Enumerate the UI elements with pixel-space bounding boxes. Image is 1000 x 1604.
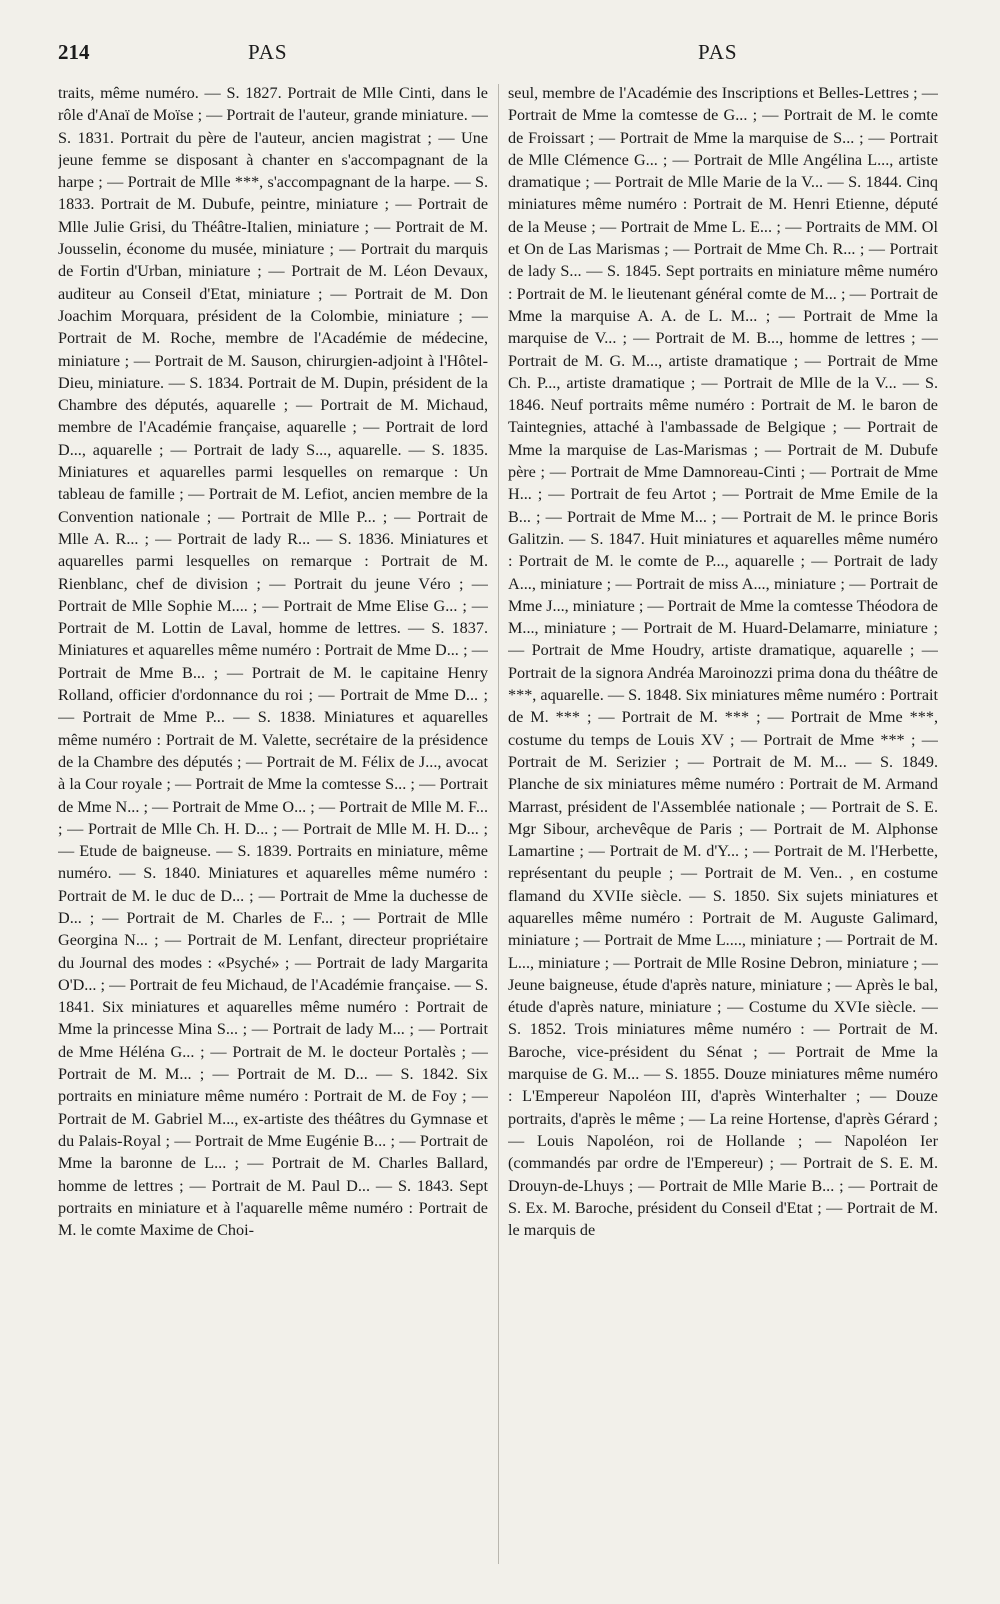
left-column-text: traits, même numéro. — S. 1827. Portrait de Mlle Cinti, dans le rôle d'Anaï de Moïse ; — Portrait de l'auteur, grande miniature. — S. 1831. Portrait du père de l'auteur, ancien magistrat ; — Une jeune femme se disposant à chanter en s'accompagnant de la harpe ; — Portrait de Mlle ***, s'accompagnant de la harpe. — S. 1833. Portrait de M. Dubufe, peintre, miniature ; — Portrait de Mlle Julie Grisi, du Théâtre-Italien, miniature ; — Portrait de M. Jousselin, économe du musée, miniature ; — Portrait du marquis de Fortin d'Urban, miniature ; — Portrait de M. Léon Devaux, auditeur au Conseil d'Etat, miniature ; — Portrait de M. Don Joachim Morquara, président de la Colombie, miniature ; — Portrait de M. Roche, membre de l'Académie de médecine, miniature ; — Portrait de M. Sauson, chirurgien-adjoint à l'Hôtel-Dieu, miniature. — S. 1834. Portrait de M. Dupin, président de la Chambre des députés, aquarelle ; — Portrait de M. Michaud, membre de l'Académie française, aquarelle ; — Portrait de lord D..., aquarelle ; — Portrait de lady S..., aquarelle. — S. 1835. Miniatures et aquarelles parmi lesquelles on remarque : Un tableau de famille ; — Portrait de M. Lefiot, ancien membre de la Convention nationale ; — Portrait de Mlle P... ; — Portrait de Mlle A. R... ; — Portrait de lady R... — S. 1836. Miniatures et aquarelles parmi lesquelles on remarque : Portrait de M. Rienblanc, chef de division ; — Portrait du jeune Véro ; — Portrait de Mlle Sophie M.... ; — Portrait de Mme Elise G... ; — Portrait de M. Lottin de Laval, homme de lettres. — S. 1837. Miniatures et aquarelles même numéro : Portrait de Mme D... ; — Portrait de Mme B... ; — Portrait de M. le capitaine Henry Rolland, officier d'ordonnance du roi ; — Portrait de Mme D... ; — Portrait de Mme P... — S. 1838. Miniatures et aquarelles même numéro : Portrait de M. Valette, secrétaire de la présidence de la Chambre des députés ; — Portrait de M. Félix de J..., avocat à la Cour royale ; — Portrait de Mme la comtesse S... ; — Portrait de Mme N... ; — Portrait de Mme O... ; — Portrait de Mlle M. F... ; — Portrait de Mlle Ch. H. D... ; — Portrait de Mlle M. H. D... ; — Etude de baigneuse. — S. 1839. Portraits en miniature, même numéro. — S. 1840. Miniatures et aquarelles même numéro : Portrait de M. le duc de D... ; — Portrait de Mme la duchesse de D... ; — Portrait de M. Charles de F... ; — Portrait de Mlle Georgina N... ; — Portrait de M. Lenfant, directeur propriétaire du Journal des modes : «Psyché» ; — Portrait de lady Margarita O'D... ; — Portrait de feu Michaud, de l'Académie française. — S. 1841. Six miniatures et aquarelles même numéro : Portrait de Mme la princesse Mina S... ; — Portrait de lady M... ; — Portrait de Mme Héléna G... ; — Portrait de M. le docteur Portalès ; — Portrait de M. M... ; — Portrait de M. D... — S. 1842. Six portraits en miniature même numéro : Portrait de M. de Foy ; — Portrait de M. Gabriel M..., ex-artiste des théâtres du Gymnase et du Palais-Royal ; — Portrait de Mme Eugénie B... ; — Portrait de Mme la baronne de L... ; — Portrait de M. Charles Ballard, homme de lettres ; — Portrait de M. Paul D... — S. 1843. Sept portraits en miniature et à l'aquarelle même numéro : Portrait de M. le comte Maxime de Choi-	[58, 84, 488, 1240]
page-number: 214	[58, 40, 90, 64]
running-head-left: PAS	[248, 40, 288, 64]
column-divider	[498, 84, 499, 1564]
right-column	[508, 82, 938, 1572]
text-columns	[58, 82, 948, 1582]
page-header	[58, 40, 942, 80]
running-head-right: PAS	[698, 40, 738, 64]
left-column	[58, 82, 488, 1572]
right-column-text: seul, membre de l'Académie des Inscriptions et Belles-Lettres ; — Portrait de Mme la comtesse de G... ; — Portrait de M. le comte de Froissart ; — Portrait de Mme la marquise de S... ; — Portrait de Mlle Clémence G... ; — Portrait de Mlle Angélina L..., artiste dramatique ; — Portrait de Mlle Marie de la V... — S. 1844. Cinq miniatures même numéro : Portrait de M. Henri Etienne, député de la Meuse ; — Portrait de Mme L. E... ; — Portraits de MM. Ol et On de Las Marismas ; — Portrait de Mme Ch. R... ; — Portrait de lady S... — S. 1845. Sept portraits en miniature même numéro : Portrait de M. le lieutenant général comte de M... ; — Portrait de Mme la marquise A. A. de L. M... ; — Portrait de Mme la marquise de V... ; — Portrait de M. B..., homme de lettres ; — Portrait de M. G. M..., artiste dramatique ; — Portrait de Mme Ch. P..., artiste dramatique ; — Portrait de Mlle de la V... — S. 1846. Neuf portraits même numéro : Portrait de M. le baron de Taintegnies, attaché à l'ambassade de Belgique ; — Portrait de Mme la marquise de Las-Marismas ; — Portrait de M. Dubufe père ; — Portrait de Mme Damnoreau-Cinti ; — Portrait de Mme H... ; — Portrait de feu Artot ; — Portrait de Mme Emile de la B... ; — Portrait de Mme M... ; — Portrait de M. le prince Boris Galitzin. — S. 1847. Huit miniatures et aquarelles même numéro : Portrait de M. le comte de P..., aquarelle ; — Portrait de lady A..., miniature ; — Portrait de miss A..., miniature ; — Portrait de Mme J..., miniature ; — Portrait de Mme la comtesse Théodora de M..., miniature ; — Portrait de M. Huard-Delamarre, miniature ; — Portrait de Mme Houdry, artiste dramatique, aquarelle ; — Portrait de la signora Andréa Maroinozzi prima dona du théâtre de ***, aquarelle. — S. 1848. Six miniatures même numéro : Portrait de M. *** ; — Portrait de M. *** ; — Portrait de Mme ***, costume du temps de Louis XV ; — Portrait de Mme *** ; — Portrait de M. Serizier ; — Portrait de M. M... — S. 1849. Planche de six miniatures même numéro : Portrait de M. Armand Marrast, président de l'Assemblée nationale ; — Portrait de S. E. Mgr Sibour, archevêque de Paris ; — Portrait de M. Alphonse Lamartine ; — Portrait de M. d'Y... ; — Portrait de M. l'Herbette, représentant du peuple ; — Portrait de M. Ven.. , en costume flamand du XVIIe siècle. — S. 1850. Six sujets miniatures et aquarelles même numéro : Portrait de M. Auguste Galimard, miniature ; — Portrait de Mme L...., miniature ; — Portrait de M. L..., miniature ; — Portrait de Mlle Rosine Debron, miniature ; — Jeune baigneuse, étude d'après nature, miniature ; — Après le bal, étude d'après nature, miniature ; — Costume du XVIe siècle. — S. 1852. Trois miniatures même numéro : — Portrait de M. Baroche, vice-président du Sénat ; — Portrait de Mme la marquise de G. M... — S. 1855. Douze miniatures même numéro : L'Empereur Napoléon III, d'après Winterhalter ; — Douze portraits, d'après le même ; — La reine Hortense, d'après Gérard ; — Louis Napoléon, roi de Hollande ; — Napoléon Ier (commandés par ordre de l'Empereur) ; — Portrait de S. E. M. Drouyn-de-Lhuys ; — Portrait de Mlle Marie B... ; — Portrait de S. Ex. M. Baroche, président du Conseil d'Etat ; — Portrait de M. le marquis de	[508, 84, 938, 1240]
